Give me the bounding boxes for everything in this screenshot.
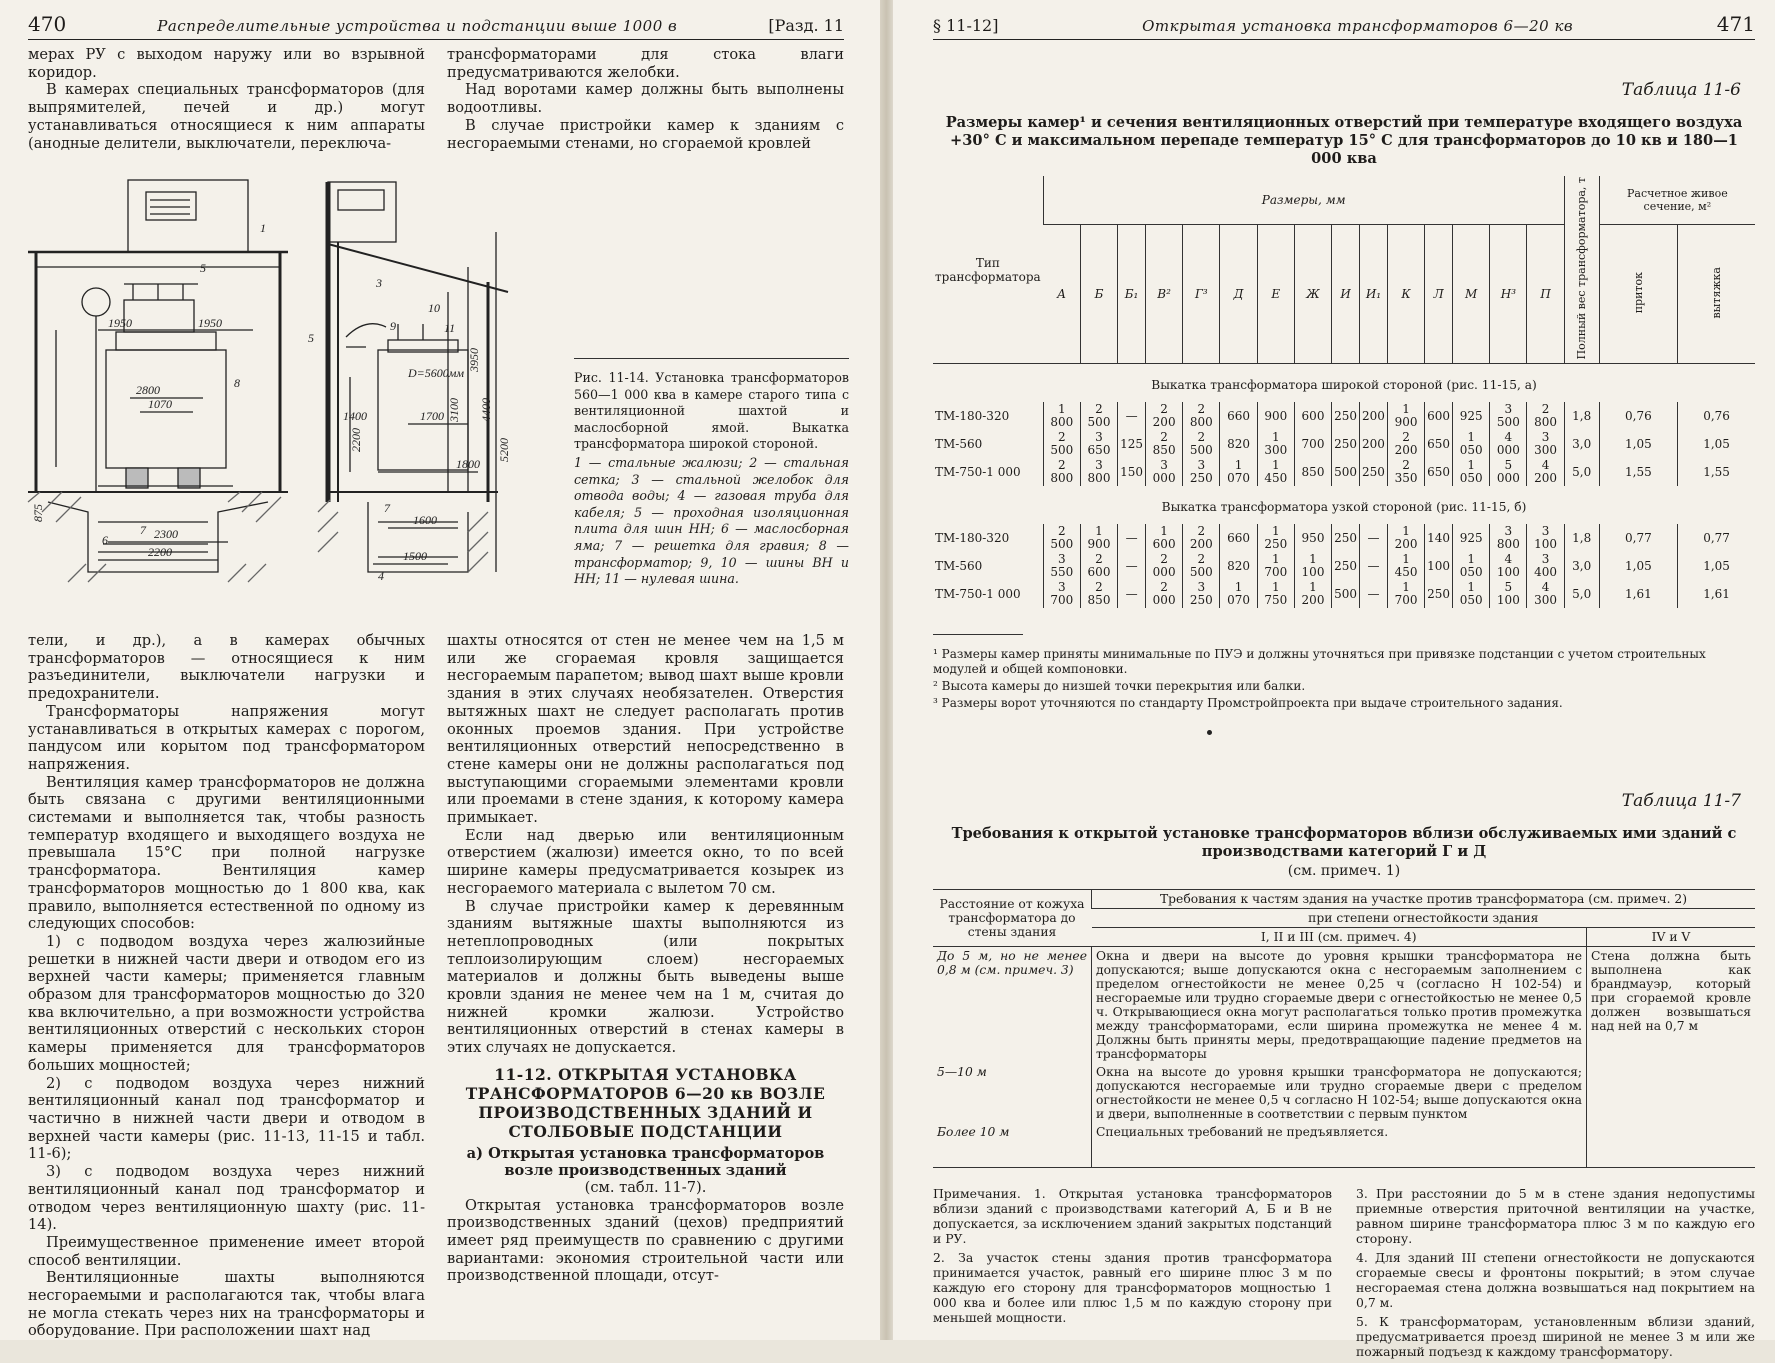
value-cell: 650 bbox=[1425, 430, 1453, 458]
value-cell: 1 100 bbox=[1294, 552, 1331, 580]
dim-label: 875 bbox=[31, 504, 45, 522]
dim-label: 2300 bbox=[154, 527, 178, 541]
weight-header bbox=[1564, 176, 1599, 364]
dim-label: 5200 bbox=[497, 438, 511, 462]
value-cell: 0,77 bbox=[1599, 524, 1677, 552]
left-top-col2 bbox=[447, 46, 844, 162]
value-cell: 900 bbox=[1257, 402, 1294, 430]
table-row bbox=[933, 430, 1755, 458]
footnote: ² Высота камеры до низшей точки перекрытия или балки. bbox=[933, 679, 1306, 694]
value-cell: 2 800 bbox=[1183, 402, 1220, 430]
requirement-cell bbox=[1587, 1063, 1756, 1123]
value-cell: 1,05 bbox=[1678, 430, 1755, 458]
value-cell: 950 bbox=[1294, 524, 1331, 552]
left-col1 bbox=[28, 632, 425, 1340]
footnote-rule bbox=[933, 634, 1023, 635]
value-cell: 1,05 bbox=[1678, 552, 1755, 580]
value-cell: — bbox=[1360, 552, 1388, 580]
left-col2 bbox=[447, 632, 844, 1340]
note: 3. При расстоянии до 5 м в стене здания недопустимы приемные отверстия приточной вентиляции на участке, равном ширине трансформатора плюс 3 м по каждую его сторону. bbox=[1356, 1186, 1755, 1247]
paragraph: В случае пристройки камер к зданиям с несгораемыми стенами, но сгораемой кровлей bbox=[447, 116, 844, 152]
value-cell: 250 bbox=[1332, 402, 1360, 430]
table-row bbox=[933, 1123, 1755, 1168]
value-cell: 1 070 bbox=[1220, 580, 1257, 608]
value-cell: 250 bbox=[1332, 430, 1360, 458]
callout: 5 bbox=[200, 261, 206, 275]
figure-11-14 bbox=[28, 172, 849, 640]
value-cell: 2 500 bbox=[1043, 524, 1080, 552]
transformer-type-cell: ТМ-750-1 000 bbox=[935, 586, 1021, 601]
value-cell: 1,05 bbox=[1599, 552, 1677, 580]
caption-rule bbox=[574, 358, 849, 359]
value-cell: 250 bbox=[1425, 580, 1453, 608]
dim-label: 1400 bbox=[343, 409, 367, 423]
value-cell: 1 200 bbox=[1387, 524, 1424, 552]
transformer-type-cell: ТМ-560 bbox=[935, 436, 983, 451]
value-cell: 250 bbox=[1332, 552, 1360, 580]
size-col-header: П bbox=[1527, 224, 1564, 364]
size-col-header: Г³ bbox=[1183, 224, 1220, 364]
value-cell: 0,77 bbox=[1678, 524, 1755, 552]
value-cell: 1 250 bbox=[1257, 524, 1294, 552]
value-cell: 3 650 bbox=[1080, 430, 1117, 458]
distance-cell: 5—10 м bbox=[937, 1065, 987, 1080]
size-col-header: Ж bbox=[1294, 224, 1331, 364]
paragraph: Вентиляционные шахты выполняются несгораемыми и располагаются так, чтобы влага не могла стекать через них на трансформаторы и оборудование. При расположении шахт над bbox=[28, 1269, 425, 1340]
value-cell: 1 750 bbox=[1257, 580, 1294, 608]
value-cell: 250 bbox=[1332, 524, 1360, 552]
value-cell: 500 bbox=[1332, 580, 1360, 608]
value-cell: 1,05 bbox=[1599, 430, 1677, 458]
distance-cell: До 5 м, но не менее 0,8 м (см. примеч. 3) bbox=[937, 949, 1087, 978]
size-col-header: Е bbox=[1257, 224, 1294, 364]
value-cell: 2 600 bbox=[1080, 552, 1117, 580]
vent-col-header bbox=[1599, 224, 1677, 364]
value-cell: 2 200 bbox=[1183, 524, 1220, 552]
value-cell: 5 100 bbox=[1490, 580, 1527, 608]
size-col-header: Б₁ bbox=[1118, 224, 1146, 364]
value-cell: 3 250 bbox=[1183, 580, 1220, 608]
table-row bbox=[933, 580, 1755, 608]
paragraph: 3) с подводом воздуха через нижний вентиляционный канал под трансформатор и отводом через вентиляционную шахту (рис. 11-14). bbox=[28, 1163, 425, 1234]
value-cell: 660 bbox=[1220, 402, 1257, 430]
note: 4. Для зданий III степени огнестойкости не допускаются сгораемые свесы и фронтоны покрытий; в этом случае несгораемая стена должна возвышаться над покрытием на 0,7 м. bbox=[1356, 1250, 1755, 1311]
value-cell: 2 500 bbox=[1080, 402, 1117, 430]
table-row bbox=[933, 458, 1755, 486]
right-page-number: 471 bbox=[1716, 12, 1755, 36]
requirement-cell bbox=[1587, 1123, 1756, 1168]
paragraph: трансформаторами для стока влаги предусматриваются желобки. bbox=[447, 46, 844, 81]
callout: 3 bbox=[376, 276, 382, 290]
value-cell: 1,61 bbox=[1678, 580, 1755, 608]
value-cell: 3 000 bbox=[1146, 458, 1183, 486]
paragraph: тели, и др.), а в камерах обычных трансформаторов — относящиеся к ним разъединители, выключатели нагрузки и предохранители. bbox=[28, 632, 425, 703]
size-col-header: Н³ bbox=[1490, 224, 1527, 364]
callout: 5 bbox=[308, 331, 314, 345]
value-cell: 600 bbox=[1294, 402, 1331, 430]
transformer-type-cell: ТМ-180-320 bbox=[935, 408, 1010, 423]
value-cell: — bbox=[1118, 524, 1146, 552]
left-running-title: Распределительные устройства и подстанции выше 1000 в bbox=[157, 17, 678, 35]
size-col-header: Б bbox=[1080, 224, 1117, 364]
footnote: ¹ Размеры камер приняты минимальные по ПУЭ и должны уточняться при привязке подстанции с учетом строительных модулей и общей компоновки. bbox=[933, 647, 1706, 677]
distance-cell: Более 10 м bbox=[937, 1125, 1010, 1140]
paragraph: Преимущественное применение имеет второй способ вентиляции. bbox=[28, 1233, 425, 1269]
table-row bbox=[933, 1063, 1755, 1123]
value-cell: 1 450 bbox=[1257, 458, 1294, 486]
table7-label: Таблица 11-7 bbox=[1621, 791, 1741, 812]
dim-label: D=5600мм bbox=[408, 366, 465, 380]
value-cell: 3 800 bbox=[1080, 458, 1117, 486]
table-11-6 bbox=[933, 176, 1755, 608]
value-cell: 1 300 bbox=[1257, 430, 1294, 458]
value-cell: 4 200 bbox=[1527, 458, 1564, 486]
callout: 9 bbox=[390, 319, 396, 333]
table-row bbox=[933, 402, 1755, 430]
value-cell: 125 bbox=[1118, 430, 1146, 458]
left-top-col1 bbox=[28, 46, 425, 162]
value-cell: 820 bbox=[1220, 552, 1257, 580]
table7-title: Требования к открытой установке трансформаторов вблизи обслуживаемых ими зданий с производствами категорий Г и Д bbox=[951, 825, 1737, 861]
value-cell: 820 bbox=[1220, 430, 1257, 458]
dim-label: 1600 bbox=[413, 513, 437, 527]
value-cell: 5 000 bbox=[1490, 458, 1527, 486]
value-cell: 4 000 bbox=[1490, 430, 1527, 458]
section-row bbox=[933, 364, 1755, 403]
size-col-header: Л bbox=[1425, 224, 1453, 364]
value-cell: 1,8 bbox=[1564, 402, 1599, 430]
value-cell: 1,61 bbox=[1599, 580, 1677, 608]
value-cell: 3,0 bbox=[1564, 430, 1599, 458]
table-11-7 bbox=[933, 889, 1755, 1168]
value-cell: — bbox=[1360, 524, 1388, 552]
section-title: Выкатка трансформатора узкой стороной (рис. 11-15, б) bbox=[1161, 500, 1527, 515]
callout: 10 bbox=[428, 301, 440, 315]
value-cell: 925 bbox=[1453, 524, 1490, 552]
value-cell: 1 070 bbox=[1220, 458, 1257, 486]
transformer-type-cell: ТМ-750-1 000 bbox=[935, 464, 1021, 479]
requirement-cell: Специальных требований не предъявляется. bbox=[1092, 1123, 1587, 1168]
callout: 4 bbox=[378, 569, 384, 583]
table6-title: Размеры камер¹ и сечения вентиляционных отверстий при температуре входящего воздуха +30° С и максимальном перепаде температур 15° С для трансформаторов до 10 кв и 180—1 000 ква bbox=[945, 114, 1743, 167]
fire-resistance-header: при степени огнестойкости здания bbox=[1092, 909, 1756, 928]
dim-label: 1500 bbox=[403, 549, 427, 563]
callout: 1 bbox=[260, 221, 266, 235]
value-cell: 5,0 bbox=[1564, 458, 1599, 486]
value-cell: 1,8 bbox=[1564, 524, 1599, 552]
value-cell: 3 400 bbox=[1527, 552, 1564, 580]
right-page bbox=[893, 0, 1775, 1360]
note: 5. К трансформаторам, установленным вблизи зданий, предусматривается проезд шириной не менее 3 м или же пожарный подъезд к каждому трансформатору. bbox=[1356, 1314, 1755, 1360]
value-cell: 4 100 bbox=[1490, 552, 1527, 580]
value-cell: 850 bbox=[1294, 458, 1331, 486]
table6-label: Таблица 11-6 bbox=[1621, 80, 1741, 100]
value-cell: 2 200 bbox=[1146, 402, 1183, 430]
value-cell: — bbox=[1118, 580, 1146, 608]
value-cell: 2 500 bbox=[1183, 430, 1220, 458]
value-cell: 4 300 bbox=[1527, 580, 1564, 608]
table7-subtitle: (см. примеч. 1) bbox=[1287, 863, 1401, 880]
paragraph: Над воротами камер должны быть выполнены водоотливы. bbox=[447, 81, 844, 117]
callout: 8 bbox=[234, 376, 240, 390]
size-col-header: Д bbox=[1220, 224, 1257, 364]
table-row bbox=[933, 552, 1755, 580]
value-cell: 3 100 bbox=[1527, 524, 1564, 552]
value-cell: 1 700 bbox=[1387, 580, 1424, 608]
value-cell: 200 bbox=[1360, 430, 1388, 458]
value-cell: 1 700 bbox=[1257, 552, 1294, 580]
value-cell: 150 bbox=[1118, 458, 1146, 486]
dim-label: 1700 bbox=[420, 409, 444, 423]
requirement-cell: Окна и двери на высоте до уровня крышки трансформатора не допускаются; выше допускаются окна с несгораемым заполнением с пределом огнестойкости не менее 0,25 ч (согласно Н 102-54) и несгораемые или трудно сгораемые двери с огнестойкостью не менее 0,5 ч. Открывающиеся окна могут располагаться только против промежутка между трансформаторами, если ширина промежутка не менее 4 м. Должны быть приняты меры, предотвращающие падение предметов на трансформаторы bbox=[1092, 947, 1587, 1064]
weight-header-text: Полный вес трансформатора, т bbox=[1575, 177, 1589, 360]
dim-label: 1800 bbox=[456, 457, 480, 471]
value-cell: 200 bbox=[1360, 402, 1388, 430]
book-gutter bbox=[880, 0, 893, 1340]
transformer-type-cell: ТМ-180-320 bbox=[935, 530, 1010, 545]
table-row bbox=[933, 947, 1755, 1064]
dim-label: 2800 bbox=[136, 383, 160, 397]
left-page-number: 470 bbox=[28, 12, 67, 36]
table6-body bbox=[933, 364, 1755, 609]
subsection-heading: а) Открытая установка трансформаторов возле производственных зданий bbox=[466, 1144, 825, 1179]
requirements-header: Требования к частям здания на участке против трансформатора (см. примеч. 2) bbox=[1092, 890, 1756, 909]
value-cell: 2 000 bbox=[1146, 552, 1183, 580]
figure-legend: 1 — стальные жалюзи; 2 — стальная сетка; 3 — стальной желобок для отвода воды; 4 — газовая труба для кабеля; 5 — проходная изоляционная плита для шин НН; 6 — маслосборная яма; 7 — решетка для гравия; 8 — трансформатор; 9, 10 — шины ВН и НН; 11 — нулевая шина. bbox=[574, 454, 849, 587]
left-section-ref: [Разд. 11 bbox=[768, 16, 844, 35]
right-header bbox=[933, 12, 1755, 40]
vent-col-header-text: приток bbox=[1631, 271, 1645, 314]
value-cell: 0,76 bbox=[1678, 402, 1755, 430]
note: Примечания. 1. Открытая установка трансформаторов вблизи зданий с производствами категорий А, Б и В не допускается, за исключением зданий закрытых подстанций и РУ. bbox=[933, 1186, 1332, 1247]
value-cell: 3,0 bbox=[1564, 552, 1599, 580]
requirement-cell: Стена должна быть выполнена как брандмауэр, который при сгораемой кровле должен возвышаться над ней на 0,7 м bbox=[1587, 947, 1756, 1064]
value-cell: 1 200 bbox=[1294, 580, 1331, 608]
vent-col-header-text: вытяжка bbox=[1710, 266, 1724, 319]
paragraph: шахты относятся от стен не менее чем на 1,5 м или же сгораемая кровля защищается несгораемым парапетом; вывод шахт выше кровли здания в этих случаях необязателен. Отверстия вытяжных шахт не следует располагать против оконных проемов здания. При устройстве вентиляционных отверстий непосредственно в стене камеры они не должны располагаться под выступающими сгораемыми элементами кровли или проемами в стене здания, к которому камера примыкает. bbox=[447, 632, 844, 827]
value-cell: 1 050 bbox=[1453, 430, 1490, 458]
callout: 11 bbox=[444, 321, 456, 335]
paragraph: Если над дверью или вентиляционным отверстием (жалюзи) имеется окно, то по всей ширине камеры предусматривается козырек из несгораемого материала с вылетом 70 см. bbox=[447, 826, 844, 897]
value-cell: 1,55 bbox=[1678, 458, 1755, 486]
size-columns-row bbox=[933, 224, 1755, 364]
col-type-header: Тип трансформатора bbox=[933, 176, 1043, 364]
value-cell: 2 350 bbox=[1387, 458, 1424, 486]
value-cell: 3 500 bbox=[1490, 402, 1527, 430]
value-cell: 1 450 bbox=[1387, 552, 1424, 580]
callout: 7 bbox=[384, 501, 390, 515]
paragraph: Вентиляция камер трансформаторов не должна быть связана с другими вентиляционными системами и выполняется так, чтобы разность температур входящего и выходящего воздуха не превышала 15°С при полной нагрузке трансформатора. Вентиляция камер трансформаторов мощностью до 1 800 ква, как правило, выполняется естественной по одному из следующих способов: bbox=[28, 773, 425, 933]
value-cell: 0,76 bbox=[1599, 402, 1677, 430]
dim-label: 2200 bbox=[148, 545, 172, 559]
paragraph: В камерах специальных трансформаторов (для выпрямителей, печей и др.) могут устанавливаться относящиеся к ним аппараты (анодные делители, выключатели, переключа- bbox=[28, 81, 425, 152]
value-cell: 2 000 bbox=[1146, 580, 1183, 608]
subsection-ref: (см. табл. 11-7). bbox=[584, 1178, 707, 1196]
size-col-header: А bbox=[1043, 224, 1080, 364]
value-cell: 1,55 bbox=[1599, 458, 1677, 486]
value-cell: 5,0 bbox=[1564, 580, 1599, 608]
value-cell: 1 050 bbox=[1453, 552, 1490, 580]
value-cell: 2 800 bbox=[1043, 458, 1080, 486]
fire-class-1-3-header: I, II и III (см. примеч. 4) bbox=[1092, 928, 1587, 947]
figure-caption-text: Рис. 11-14. Установка трансформаторов 560—1 000 ква в камере старого типа с вентиляционной шахтой и маслосборной ямой. Выкатка трансформатора широкой стороной. bbox=[574, 370, 849, 452]
value-cell: 1 050 bbox=[1453, 458, 1490, 486]
dim-label: 1950 bbox=[198, 316, 222, 330]
left-top-columns bbox=[28, 46, 844, 162]
value-cell: 2 850 bbox=[1146, 430, 1183, 458]
table6-footnotes bbox=[933, 647, 1755, 711]
requirement-cell: Окна на высоте до уровня крышки трансформатора не допускаются; допускаются несгораемые или трудно сгораемые двери с пределом огнестойкости не менее 0,5 ч согласно Н 102-54; выше допускаются окна и двери, выполненные в соответствии с первым пунктом bbox=[1092, 1063, 1587, 1123]
value-cell: — bbox=[1118, 402, 1146, 430]
value-cell: 1 900 bbox=[1080, 524, 1117, 552]
value-cell: 2 500 bbox=[1043, 430, 1080, 458]
callout: 6 bbox=[102, 533, 108, 547]
print-dot bbox=[1207, 730, 1212, 735]
dim-label: 1950 bbox=[108, 316, 132, 330]
notes-right bbox=[1356, 1186, 1755, 1363]
notes-left bbox=[933, 1186, 1332, 1363]
value-cell: — bbox=[1118, 552, 1146, 580]
transformer-type-cell: ТМ-560 bbox=[935, 558, 983, 573]
value-cell: 3 250 bbox=[1183, 458, 1220, 486]
value-cell: 3 700 bbox=[1043, 580, 1080, 608]
paragraph: Трансформаторы напряжения могут устанавливаться в открытых камерах с порогом, пандусом или корытом под трансформатором напряжения. bbox=[28, 702, 425, 773]
section-row bbox=[933, 486, 1755, 524]
value-cell: 3 550 bbox=[1043, 552, 1080, 580]
value-cell: 925 bbox=[1453, 402, 1490, 430]
value-cell: 100 bbox=[1425, 552, 1453, 580]
dim-label: 3100 bbox=[447, 398, 461, 422]
callout: 7 bbox=[140, 523, 146, 537]
paragraph: 2) с подводом воздуха через нижний вентиляционный канал под трансформатор и частично в нижней части двери и отводом в верхней части камеры (рис. 11-13, 11-15 и табл. 11-6); bbox=[28, 1074, 425, 1163]
paragraph: Открытая установка трансформаторов возле производственных зданий (цехов) предприятий имеет ряд преимуществ по сравнению с другими вариантами: экономия строительной части или производственной площади, отсут- bbox=[447, 1196, 844, 1285]
value-cell: 600 bbox=[1425, 402, 1453, 430]
paragraph: мерах РУ с выходом наружу или во взрывной коридор. bbox=[28, 46, 425, 81]
sizes-header: Размеры, мм bbox=[1043, 176, 1564, 224]
value-cell: — bbox=[1360, 580, 1388, 608]
value-cell: 1 800 bbox=[1043, 402, 1080, 430]
value-cell: 3 300 bbox=[1527, 430, 1564, 458]
left-body-columns bbox=[28, 632, 844, 1340]
value-cell: 1 600 bbox=[1146, 524, 1183, 552]
value-cell: 700 bbox=[1294, 430, 1331, 458]
size-col-header: И bbox=[1332, 224, 1360, 364]
right-running-title: Открытая установка трансформаторов 6—20 кв bbox=[1142, 17, 1574, 35]
value-cell: 660 bbox=[1220, 524, 1257, 552]
paragraph: 1) с подводом воздуха через жалюзийные решетки в нижней части двери и отводом его из верхней части камеры; применяется главным образом для трансформаторов мощностью до 320 ква включительно, а при возможности устройства вентиляционных отверстий с нескольких сторон камеры применяется для трансформаторов больших мощностей; bbox=[28, 932, 425, 1074]
footnote: ³ Размеры ворот уточняются по стандарту Промстройпроекта при выдаче строительного задания. bbox=[933, 696, 1563, 711]
right-section-ref: § 11-12] bbox=[933, 16, 999, 35]
value-cell: 650 bbox=[1425, 458, 1453, 486]
col-distance-header: Расстояние от кожуха трансформатора до стены здания bbox=[933, 890, 1092, 947]
value-cell: 2 800 bbox=[1527, 402, 1564, 430]
value-cell: 2 850 bbox=[1080, 580, 1117, 608]
dim-label: 3950 bbox=[467, 348, 481, 372]
left-header bbox=[28, 12, 844, 40]
size-col-header: И₁ bbox=[1360, 224, 1388, 364]
value-cell: 1 900 bbox=[1387, 402, 1424, 430]
transformer-chamber-drawing bbox=[28, 172, 518, 632]
value-cell: 2 200 bbox=[1387, 430, 1424, 458]
fire-class-4-5-header: IV и V bbox=[1587, 928, 1756, 947]
vent-col-header bbox=[1678, 224, 1755, 364]
paragraph: В случае пристройки камер к деревянным зданиям вытяжные шахты выполняются из нетеплопроводных (или покрытых теплоизолирующим слоем) несгораемых материалов и должны быть выведены выше кровли здания не менее чем на 1 м, считая до нижней кромки жалюзи. Устройство вентиляционных отверстий в стенах камеры в этих случаях не допускается. bbox=[447, 897, 844, 1057]
value-cell: 250 bbox=[1360, 458, 1388, 486]
section-title: Выкатка трансформатора широкой стороной (рис. 11-15, а) bbox=[1151, 378, 1537, 393]
table7-notes bbox=[933, 1186, 1755, 1363]
section-heading: 11-12. ОТКРЫТАЯ УСТАНОВКА ТРАНСФОРМАТОРОВ 6—20 кв ВОЗЛЕ ПРОИЗВОДСТВЕННЫХ ЗДАНИЙ И СТОЛБОВЫЕ ПОДСТАНЦИИ bbox=[465, 1064, 826, 1141]
value-cell: 500 bbox=[1332, 458, 1360, 486]
dim-label: 1070 bbox=[148, 397, 172, 411]
figure-caption bbox=[574, 370, 849, 588]
size-col-header: М bbox=[1453, 224, 1490, 364]
value-cell: 140 bbox=[1425, 524, 1453, 552]
vent-header: Расчетное живое сечение, м² bbox=[1599, 176, 1755, 224]
value-cell: 1 050 bbox=[1453, 580, 1490, 608]
left-page bbox=[0, 0, 880, 1340]
dim-label: 4400 bbox=[479, 398, 493, 422]
size-col-header: В² bbox=[1146, 224, 1183, 364]
value-cell: 3 800 bbox=[1490, 524, 1527, 552]
table-row bbox=[933, 524, 1755, 552]
dim-label: 2200 bbox=[349, 428, 363, 452]
value-cell: 2 500 bbox=[1183, 552, 1220, 580]
size-col-header: К bbox=[1387, 224, 1424, 364]
note: 2. За участок стены здания против трансформатора принимается участок, равный его ширине плюс 3 м по каждую его сторону для трансформаторов мощностью 1 000 ква и более или плюс 1,5 м по каждую сторону при меньшей мощности. bbox=[933, 1250, 1332, 1326]
